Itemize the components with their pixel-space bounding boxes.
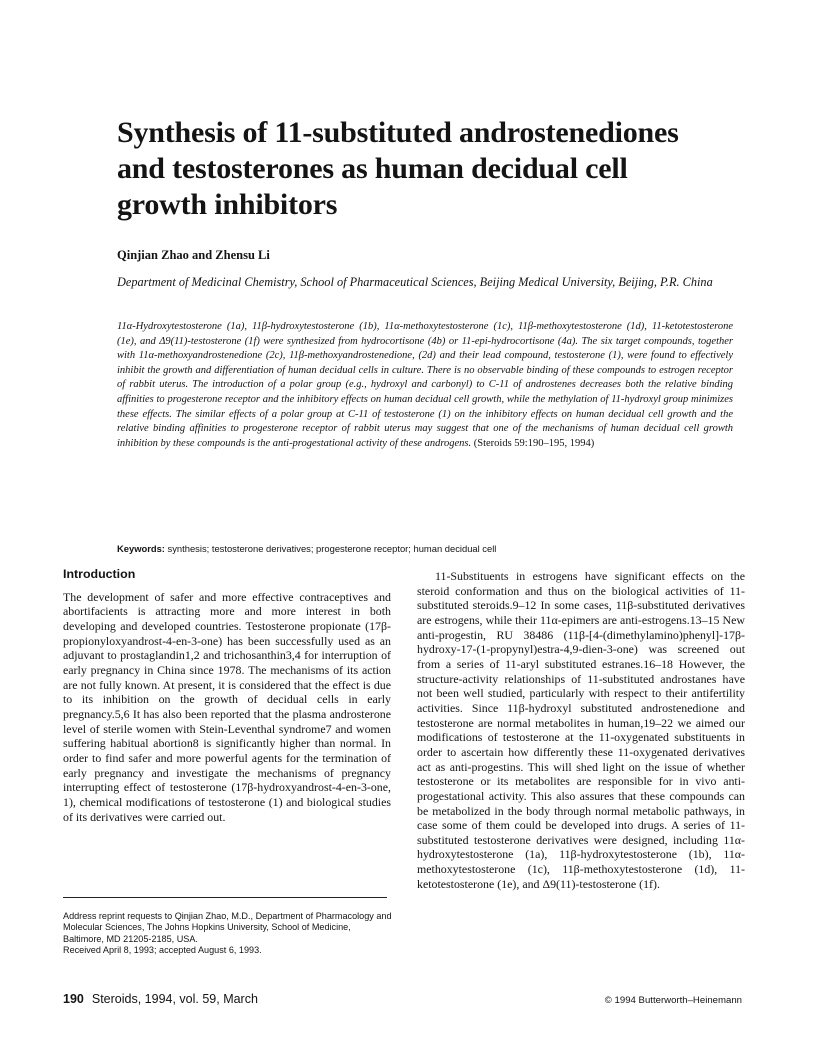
authors: Qinjian Zhao and Zhensu Li xyxy=(117,248,270,262)
introduction-paragraph: The development of safer and more effective contraceptives and abortifacients is attracting more and more interest in both developing and developed countries. Testosterone propionate (17β-propionyloxyandrost-4-en-3-one) has been successfully used as an adjuvant to prostaglandin1,2 and trichosanthin3,4 for interruption of early pregnancy in China since 1978. The mechanisms of its action are not fully known. At present, it is considered that the effect is due to its inhibition on the growth of decidual cells in early pregnancy.5,6 It has also been reported that the plasma androsterone level of sterile women with Stein-Leventhal syndrome7 and women suffering habitual abortion8 is significantly higher than normal. In order to find safer and more powerful agents for the termination of early pregnancy and investigate the mechanisms of pregnancy interrupting effect of testosterone (17β-hydroxyandrost-4-en-3-one, 1), chemical modifications of testosterone (1) and biological studies of its derivatives were carried out. xyxy=(63,589,391,824)
abstract-text: 11α-Hydroxytestosterone (1a), 11β-hydroxytestosterone (1b), 11α-methoxytestosterone (1c), 11β-methoxytestosterone (1d), 11-ketotestosterone (1e), and Δ9(11)-testosterone (1f) were synthesized from hydrocortisone (4b) or 11-epi-hydrocortisone (4a). The six target compounds, together with 11α-methoxyandrostenedione (2c), 11β-methoxyandrostenedione, (2d) and their lead compound, testosterone (1), were found to effectively inhibit the growth and differentiation of human decidual cells in culture. There is no observable binding of these compounds to estrogen receptor of rabbit uterus. The introduction of a polar group (e.g., hydroxyl and carbonyl) to C-11 of androstenes decreases both the relative binding affinities to progesterone receptor and the inhibitory effects on human decidual cell growth, while the methylation of 11-hydroxyl group minimizes these effects. The similar effects of a polar group at C-11 of testosterone (1) on the inhibitory effects on human decidual cell growth and the relative binding affinities to progesterone receptor of rabbit uterus may suggest that one of the mechanisms of human decidual cell growth inhibition by these compounds is the anti-progestational activity of these androgens. xyxy=(117,321,733,449)
footer-journal xyxy=(63,992,258,1006)
page-number: 190 xyxy=(63,992,84,1006)
keywords xyxy=(117,543,733,554)
left-column xyxy=(63,567,391,824)
received-dates: Received April 8, 1993; accepted August 6, 1993. xyxy=(63,944,262,955)
abstract xyxy=(117,320,733,451)
footnote-divider xyxy=(63,897,387,898)
copyright: © 1994 Butterworth–Heinemann xyxy=(604,995,742,1006)
reprint-address: Address reprint requests to Qinjian Zhao, M.D., Department of Pharmacology and Molecular Sciences, The Johns Hopkins University, School of Medicine, Baltimore, MD 21205-2185, USA. xyxy=(63,911,392,944)
abstract-citation: (Steroids 59:190–195, 1994) xyxy=(473,437,595,449)
keywords-label: Keywords: xyxy=(117,543,165,554)
right-column xyxy=(417,569,745,891)
introduction-heading: Introduction xyxy=(63,567,136,581)
introduction-paragraph-continued: 11-Substituents in estrogens have significant effects on the steroid conformation and thus on the biological activities of 11-substituted steroids.9–12 In some cases, 11β-substituted derivatives are estrogens, while their 11α-epimers are anti-estrogens.13–15 New anti-progestin, RU 38486 (11β-[4-(dimethylamino)phenyl]-17β-hydroxy-17-(1-propynyl)estra-4,9-dien-3-one) was screened out from a series of 11-aryl substituted estranes.16–18 However, the structure-activity relationships of 11-substituted androstanes have not been well studied, particularly with respect to their antifertility activities. Since 11β-hydroxyl substituted androstenedione and testosterone are normal metabolites in human,19–22 we aimed our modifications of testosterone at the 11-oxygenated substituents in order to ascertain how differently these 11-oxygenated derivatives act as anti-progestins. This will shed light on the issue of whether testosterone or its metabolites are responsible for in vivo anti-progestational activity. This also assures that these compounds can be metabolized in the body through normal metabolic pathways, in case some of them could be developed into drugs. A series of 11-substituted testosterone derivatives were designed, including 11α-hydroxytestosterone (1a), 11β-hydroxytestosterone (1b), 11α-methoxytestosterone (1c), 11β-methoxytestosterone (1d), 11-ketotestosterone (1e), and Δ9(11)-testosterone (1f). xyxy=(417,569,745,891)
journal-info: Steroids, 1994, vol. 59, March xyxy=(91,992,258,1006)
footnote xyxy=(63,911,393,956)
affiliation: Department of Medicinal Chemistry, School of Pharmaceutical Sciences, Beijing Medical University, Beijing, P.R. China xyxy=(117,275,713,289)
paper-title: Synthesis of 11-substituted androstenediones and testosterones as human decidual cell growth inhibitors xyxy=(117,116,679,221)
keywords-text: synthesis; testosterone derivatives; progesterone receptor; human decidual cell xyxy=(167,543,497,554)
